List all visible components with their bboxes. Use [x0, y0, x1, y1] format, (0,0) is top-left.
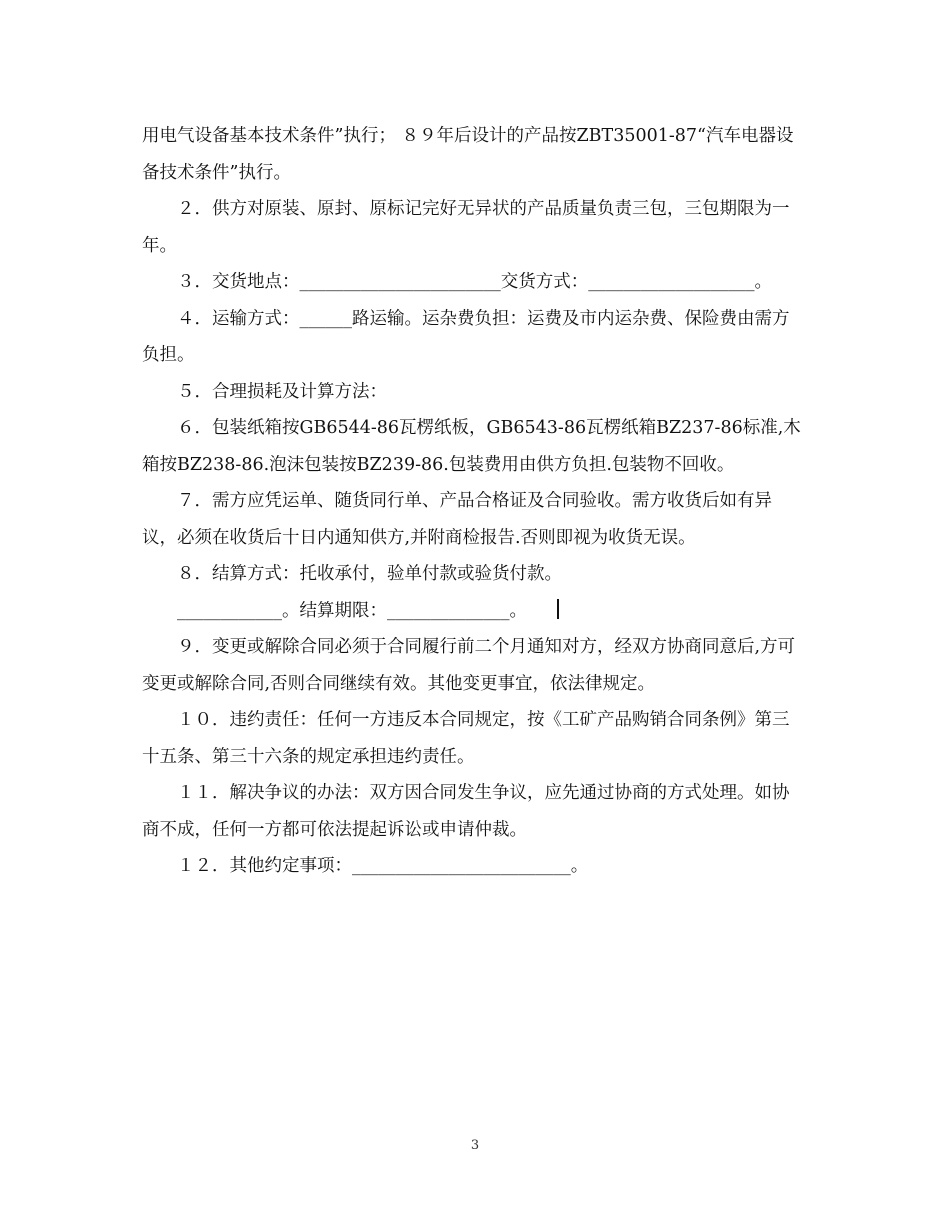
- paragraph-2-warranty: ２．供方对原装、原封、原标记完好无异状的产品质量负责三包，三包期限为一年。: [142, 199, 790, 256]
- text-cursor: [557, 599, 559, 619]
- paragraph-7-acceptance: ７．需方应凭运单、随货同行单、产品合格证及合同验收。需方收货后如有异议，必须在收货后十日内通知供方,并附商检报告.否则即视为收货无误。: [142, 491, 772, 548]
- paragraph-4-transport: ４．运输方式：______路运输。运杂费负担：运费及市内运杂费、保险费由需方负担。: [142, 308, 790, 365]
- contract-body: [142, 118, 806, 885]
- paragraph-3-delivery: ３．交货地点：_______________________交货方式：___________________。: [177, 272, 772, 292]
- paragraph-12-other: １２．其他约定事项：_________________________。: [177, 856, 589, 876]
- paragraph-settlement-period: [142, 593, 806, 630]
- paragraph-5-loss: ５．合理损耗及计算方法：: [177, 381, 387, 402]
- page-number: 3: [470, 1138, 480, 1153]
- paragraph-9-termination: ９．变更或解除合同必须于合同履行前二个月通知对方，经双方协商同意后,方可变更或解除合同,否则合同继续有效。其他变更事宜，依法律规定。: [142, 637, 796, 694]
- paragraph-continuation: 用电气设备基本技术条件”执行； ８９年后设计的产品按ZBT35001-87“汽车电器设备技术条件”执行。: [142, 126, 794, 183]
- paragraph-6-packaging: ６．包装纸箱按GB6544-86瓦楞纸板，GB6543-86瓦楞纸箱BZ237-86标准,木箱按BZ238-86.泡沫包装按BZ239-86.包装费用由供方负担.包装物不回收。: [142, 418, 801, 475]
- settlement-period-text: ____________。结算期限：______________。: [177, 600, 527, 621]
- paragraph-11-dispute: １１．解决争议的办法：双方因合同发生争议，应先通过协商的方式处理。如协商不成，任何一方都可依法提起诉讼或申请仲裁。: [142, 783, 790, 840]
- paragraph-10-liability: １０．违约责任：任何一方违反本合同规定，按《工矿产品购销合同条例》第三十五条、第三十六条的规定承担违约责任。: [142, 710, 790, 767]
- paragraph-8-settlement: ８．结算方式：托收承付，验单付款或验货付款。: [177, 564, 562, 584]
